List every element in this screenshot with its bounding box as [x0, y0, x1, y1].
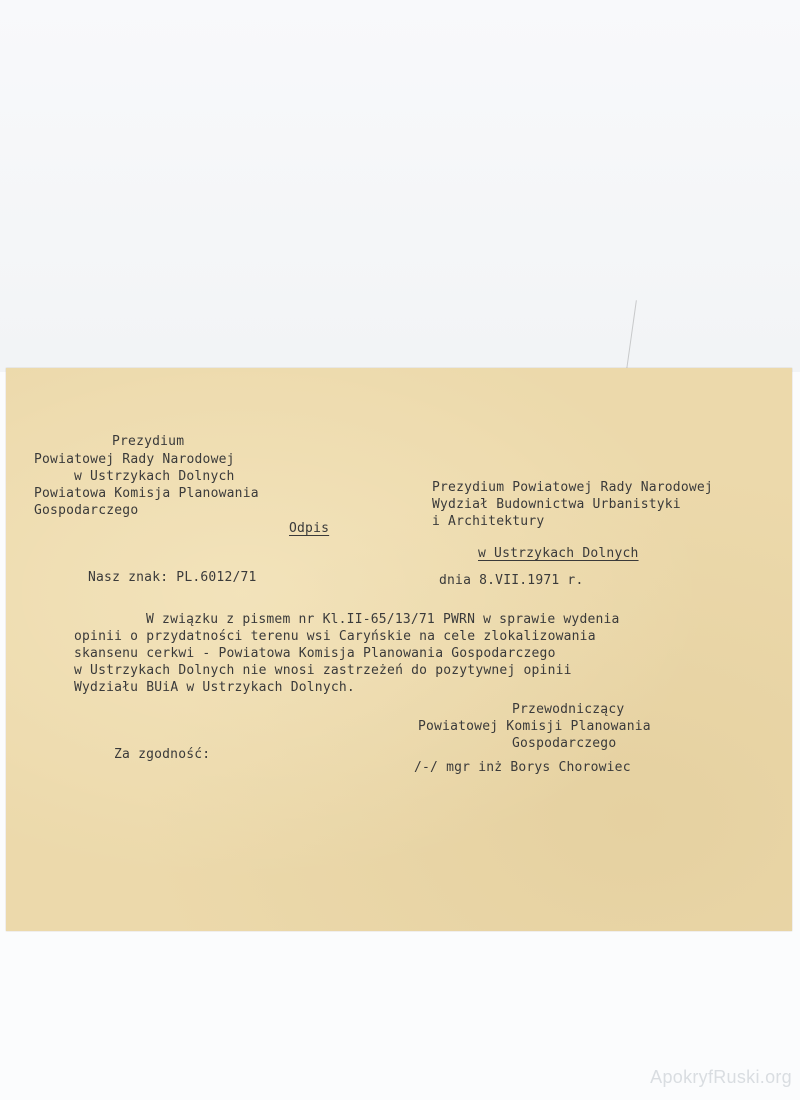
body-line-4: w Ustrzykach Dolnych nie wnosi zastrzeżeń do pozytywnej opinii — [74, 663, 572, 678]
signer-name: /-/ mgr inż Borys Chorowiec — [414, 760, 631, 775]
body-line-3: skansenu cerkwi - Powiatowa Komisja Planowania Gospodarczego — [74, 646, 556, 661]
typewritten-document — [6, 368, 792, 931]
recipient-line-1: Prezydium Powiatowej Rady Narodowej — [432, 480, 713, 495]
body-line-5: Wydziału BUiA w Ustrzykach Dolnych. — [74, 680, 355, 695]
signature-title-1: Przewodniczący — [512, 702, 625, 717]
scan-background — [0, 0, 800, 372]
signature-title-3: Gospodarczego — [512, 736, 617, 751]
reference-number: Nasz znak: PL.6012/71 — [88, 570, 257, 585]
recipient-city: w Ustrzykach Dolnych — [478, 546, 639, 561]
signature-title-2: Powiatowej Komisji Planowania — [418, 719, 651, 734]
sender-line-1: Prezydium — [112, 434, 185, 449]
sender-line-4: Powiatowa Komisja Planowania — [34, 486, 259, 501]
sender-line-3: w Ustrzykach Dolnych — [74, 469, 235, 484]
sender-line-5: Gospodarczego — [34, 503, 139, 518]
body-line-2: opinii o przydatności terenu wsi Caryńskie na cele zlokalizowania — [74, 629, 596, 644]
watermark: ApokryfRuski.org — [650, 1067, 792, 1087]
copy-mark: Odpis — [289, 521, 330, 536]
recipient-line-2: Wydział Budownictwa Urbanistyki — [432, 497, 681, 512]
body-line-1: W związku z pismem nr Kl.II-65/13/71 PWRN w sprawie wydenia — [146, 612, 620, 627]
recipient-line-3: i Architektury — [432, 514, 545, 529]
document-date: dnia 8.VII.1971 r. — [439, 573, 584, 588]
conformity-note: Za zgodność: — [114, 747, 211, 762]
sender-line-2: Powiatowej Rady Narodowej — [34, 452, 235, 467]
